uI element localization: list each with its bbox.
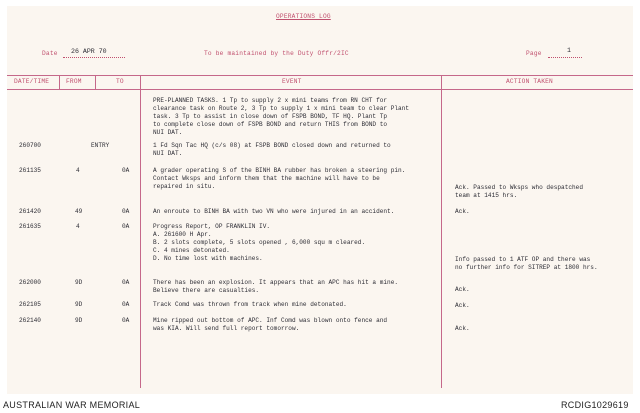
event-line: clearance task on Route 2, 3 Tp to supply 1 x mini team to clear Plant bbox=[153, 105, 409, 112]
event-line: C. 4 mines detonated. bbox=[153, 247, 230, 254]
event-line: was KIA. Will send full report tomorrow. bbox=[153, 325, 300, 332]
action-line: team at 1415 hrs. bbox=[455, 192, 518, 199]
log-title: OPERATIONS LOG bbox=[276, 13, 331, 20]
event-line: to complete close down of FSPB BOND and return THIS from BOND to bbox=[153, 121, 388, 128]
event-line: PRE-PLANNED TASKS. 1 Tp to supply 2 x mini teams from RN CHT for bbox=[153, 97, 388, 104]
col-header-event: EVENT bbox=[282, 78, 302, 85]
entry-time: 262000 bbox=[19, 279, 41, 286]
event-line: B. 2 slots complete, 5 slots opened , 6,000 squ m cleared. bbox=[153, 239, 366, 246]
header-top-rule bbox=[7, 75, 633, 76]
entry-to: 0A bbox=[122, 301, 130, 308]
col-divider-action bbox=[441, 75, 442, 388]
event-line: There has been an explosion. It appears that an APC has hit a mine. bbox=[153, 279, 399, 286]
entry-from: 4 bbox=[76, 167, 80, 174]
col-divider bbox=[59, 75, 60, 89]
page-label: Page bbox=[526, 50, 542, 57]
page-number: 1 bbox=[567, 47, 571, 54]
entry-from: 9D bbox=[75, 317, 83, 324]
entry-time: 262105 bbox=[19, 301, 41, 308]
event-line: NUI DAT. bbox=[153, 150, 183, 157]
event-line: D. No time lost with machines. bbox=[153, 255, 263, 262]
event-line: 1 Fd Sqn Tac HQ (c/s 08) at FSPB BOND closed down and returned to bbox=[153, 142, 391, 149]
entry-from: 49 bbox=[75, 208, 83, 215]
action-line: Ack. bbox=[455, 208, 470, 215]
action-line: Ack. Passed to Wksps who despatched bbox=[455, 184, 583, 191]
entry-to: 0A bbox=[122, 223, 130, 230]
action-line: Info passed to 1 ATF OP and there was bbox=[455, 256, 591, 263]
log-sheet bbox=[7, 6, 633, 394]
col-header-action: ACTION TAKEN bbox=[506, 78, 553, 85]
entry-time: 260700 bbox=[19, 142, 41, 149]
event-line: Mine ripped out bottom of APC. Inf Comd was blown onto fence and bbox=[153, 317, 388, 324]
col-divider bbox=[95, 75, 96, 89]
action-line: Ack. bbox=[455, 286, 470, 293]
action-line: no further info for SITREP at 1800 hrs. bbox=[455, 264, 598, 271]
record-id: RCDIG1029619 bbox=[561, 400, 629, 410]
entry-to: 0A bbox=[122, 317, 130, 324]
entry-from: ENTRY bbox=[91, 142, 110, 149]
event-line: A. 261600 H Apr. bbox=[153, 231, 212, 238]
entry-time: 261135 bbox=[19, 167, 41, 174]
entry-to: 0A bbox=[122, 167, 130, 174]
page-underline bbox=[548, 57, 582, 58]
entry-to: 0A bbox=[122, 279, 130, 286]
event-line: Track Comd was thrown from track when mine detonated. bbox=[153, 301, 347, 308]
action-line: Ack. bbox=[455, 325, 470, 332]
event-line: An enroute to BINH BA with two VN who were injured in an accident. bbox=[153, 208, 395, 215]
col-header-to: TO bbox=[116, 78, 124, 85]
entry-from: 4 bbox=[76, 223, 80, 230]
entry-time: 262140 bbox=[19, 317, 41, 324]
event-line: Progress Report, OP FRANKLIN IV. bbox=[153, 223, 271, 230]
event-line: Believe there are casualties. bbox=[153, 287, 260, 294]
col-header-datetime: DATE/TIME bbox=[14, 78, 50, 85]
event-line: A grader operating S of the BINH BA rubber has broken a steering pin. bbox=[153, 167, 406, 174]
entry-time: 261635 bbox=[19, 223, 41, 230]
date-value: 26 APR 70 bbox=[71, 48, 107, 55]
date-label: Date bbox=[42, 50, 58, 57]
col-divider-event bbox=[140, 75, 141, 388]
entry-from: 9D bbox=[75, 279, 83, 286]
maintained-by-note: To be maintained by the Duty Offr/2IC bbox=[204, 50, 349, 57]
col-header-from: FROM bbox=[66, 78, 82, 85]
date-underline bbox=[63, 57, 125, 58]
event-line: repaired in situ. bbox=[153, 183, 216, 190]
event-line: task. 3 Tp to assist in close down of FSPB BOND, TF HQ. Plant Tp bbox=[153, 113, 388, 120]
action-line: Ack. bbox=[455, 302, 470, 309]
event-line: Contact Wksps and inform them that the machine will have to be bbox=[153, 175, 380, 182]
entry-time: 261420 bbox=[19, 208, 41, 215]
entry-to: 0A bbox=[122, 208, 130, 215]
entry-from: 9D bbox=[75, 301, 83, 308]
header-bottom-rule bbox=[7, 89, 633, 90]
event-line: NUI DAT. bbox=[153, 129, 183, 136]
archive-credit: AUSTRALIAN WAR MEMORIAL bbox=[3, 400, 141, 410]
